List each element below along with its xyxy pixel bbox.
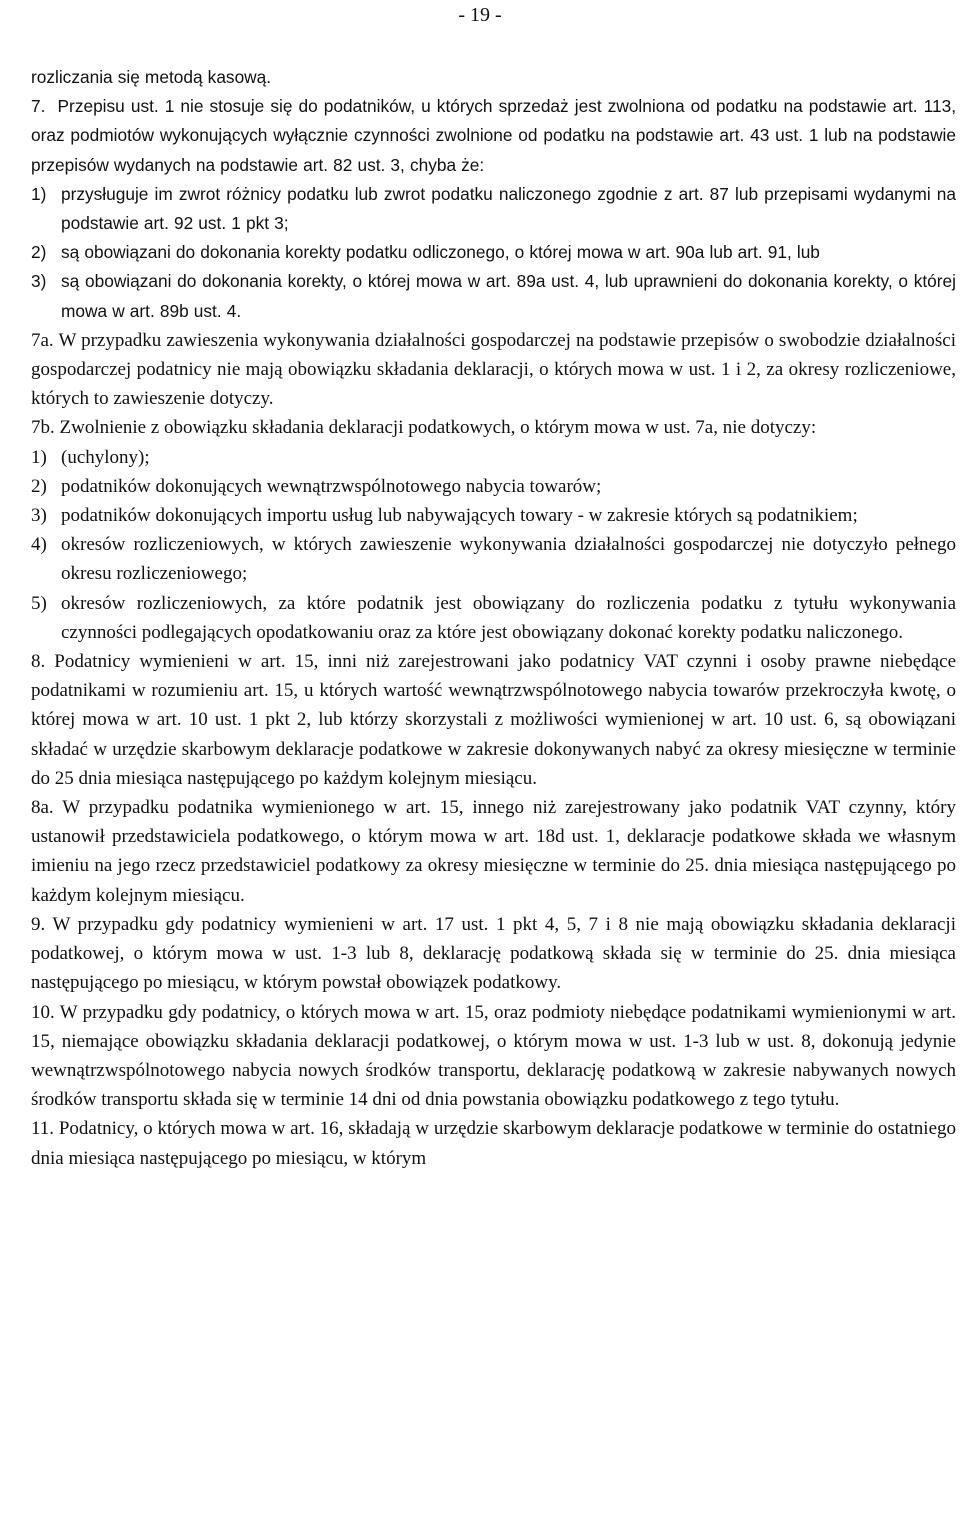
list-item bbox=[31, 180, 956, 238]
paragraph-label: 7b. bbox=[31, 417, 55, 439]
list-item bbox=[31, 530, 956, 588]
paragraph-label: 11. bbox=[31, 1118, 55, 1140]
paragraph-text: W przypadku zawieszenia wykonywania działalności gospodarczej na podstawie przepisów o swobodzie działalności gospodarczej podatnicy nie mają obowiązku składania deklaracji, o których mowa w ust. 1 i 2, za okresy rozliczeniowe, których to zawieszenie dotyczy. bbox=[31, 329, 956, 410]
paragraph-11 bbox=[31, 1114, 956, 1172]
list-item-text: przysługuje im zwrot różnicy podatku lub zwrot podatku naliczonego zgodnie z art. 87 lub przepisami wydanymi na podstawie art. 92 ust. 1 pkt 3; bbox=[61, 183, 956, 234]
paragraph-8a bbox=[31, 793, 956, 910]
paragraph-label: 9. bbox=[31, 913, 46, 935]
list-item-label: 2) bbox=[31, 475, 47, 497]
paragraph-text: Podatnicy wymienieni w art. 15, inni niż zarejestrowani jako podatnicy VAT czynni i osoby prawne niebędące podatnikami w rozumieniu art. 15, u których wartość wewnątrzwspólnotowego nabycia towarów przekroczyła kwotę, o której mowa w art. 10 ust. 1 pkt 2, lub którzy skorzystali z możliwości wymienionej w art. 10 ust. 6, są obowiązani składać w urzędzie skarbowym deklaracje podatkowe w zakresie dokonywanych nabyć za okresy miesięczne w terminie do 25 dnia miesiąca następującego po każdym kolejnym miesiącu. bbox=[31, 651, 956, 789]
list-item bbox=[31, 501, 956, 530]
paragraph-10 bbox=[31, 998, 956, 1115]
list-item bbox=[31, 472, 956, 501]
paragraph-7: 7. Przepisu ust. 1 nie stosuje się do podatników, u których sprzedaż jest zwolniona od podatku na podstawie art. 113, oraz podmiotów wykonujących wyłącznie czynności zwolnione od podatku na podstawie art. 43 ust. 1 lub na podstawie przepisów wydanych na podstawie art. 82 ust. 3, chyba że: bbox=[31, 96, 956, 175]
paragraph-9 bbox=[31, 910, 956, 998]
list-item-text: (uchylony); bbox=[61, 446, 150, 468]
list-item-text: podatników dokonujących wewnątrzwspólnotowego nabycia towarów; bbox=[61, 475, 602, 497]
list-item-label: 1) bbox=[31, 183, 47, 204]
paragraph-text: W przypadku podatnika wymienionego w art. 15, innego niż zarejestrowany jako podatnik VAT czynny, który ustanowił przedstawiciela podatkowego, o którym mowa w art. 18d ust. 1, deklaracje podatkowe składa we własnym imieniu na jego rzecz przedstawiciel podatkowy za okresy miesięczne w terminie do 25. dnia miesiąca następującego po każdym kolejnym miesiącu. bbox=[31, 797, 956, 906]
page-number: - 19 - bbox=[458, 4, 502, 26]
list-item-text: podatników dokonujących importu usług lub nabywających towary - w zakresie których są podatnikiem; bbox=[61, 505, 858, 527]
paragraph-7b bbox=[31, 413, 956, 442]
paragraph-label: 8. bbox=[31, 651, 46, 673]
list-item bbox=[31, 238, 956, 267]
paragraph-7-intro: rozliczania się metodą kasową. bbox=[31, 67, 272, 87]
paragraph-8 bbox=[31, 647, 956, 793]
paragraph-text: W przypadku gdy podatnicy wymienieni w art. 17 ust. 1 pkt 4, 5, 7 i 8 nie mają obowiązku składania deklaracji podatkowej, o którym mowa w ust. 1-3 lub 8, deklarację podatkową składa się w terminie do 25. dnia miesiąca następującego po miesiącu, w którym powstał obowiązek podatkowy. bbox=[31, 913, 956, 994]
list-item bbox=[31, 589, 956, 647]
list-item-text: okresów rozliczeniowych, za które podatnik jest obowiązany do rozliczenia podatku z tytułu wykonywania czynności podlegających opodatkowaniu oraz za które jest obowiązany dokonać korekty podatku naliczonego. bbox=[61, 592, 956, 643]
list-item-label: 4) bbox=[31, 534, 47, 556]
paragraph-text: Zwolnienie z obowiązku składania deklaracji podatkowych, o którym mowa w ust. 7a, nie dotyczy: bbox=[59, 417, 817, 439]
list-item-label: 3) bbox=[31, 505, 47, 527]
paragraph-text: Podatnicy, o których mowa w art. 16, składają w urzędzie skarbowym deklaracje podatkowe w terminie do ostatniego dnia miesiąca następującego po miesiącu, w którym bbox=[31, 1118, 957, 1169]
list-item-label: 5) bbox=[31, 592, 47, 614]
list-item-text: są obowiązani do dokonania korekty podatku odliczonego, o której mowa w art. 90a lub art. 91, lub bbox=[61, 242, 820, 263]
paragraph-label: 10. bbox=[31, 1001, 55, 1023]
list-item bbox=[31, 443, 956, 472]
list-item-text: są obowiązani do dokonania korekty, o której mowa w art. 89a ust. 4, lub uprawnieni do dokonania korekty, o której mowa w art. 89b ust. 4. bbox=[61, 271, 956, 321]
list-item bbox=[31, 267, 956, 325]
document-body bbox=[31, 63, 956, 1173]
list-item-text: okresów rozliczeniowych, w których zawieszenie wykonywania działalności gospodarczej nie dotyczyło pełnego okresu rozliczeniowego; bbox=[61, 534, 956, 585]
list-item-label: 3) bbox=[31, 271, 47, 292]
list-item-label: 1) bbox=[31, 446, 47, 468]
paragraph-label: 8a. bbox=[31, 797, 54, 819]
list-item-label: 2) bbox=[31, 242, 47, 263]
paragraph-text: W przypadku gdy podatnicy, o których mowa w art. 15, oraz podmioty niebędące podatnikami wymienionymi w art. 15, niemające obowiązku składania deklaracji podatkowej, o którym mowa w ust. 1-3 lub w ust. 8, dokonują jedynie wewnątrzwspólnotowego nabycia nowych środków transportu, deklarację podatkową w zakresie nabywanych nowych środków transportu składa się w terminie 14 dni od dnia powstania obowiązku podatkowego z tego tytułu. bbox=[31, 1001, 956, 1111]
paragraph-7a bbox=[31, 326, 956, 414]
paragraph-label: 7a. bbox=[31, 329, 54, 351]
